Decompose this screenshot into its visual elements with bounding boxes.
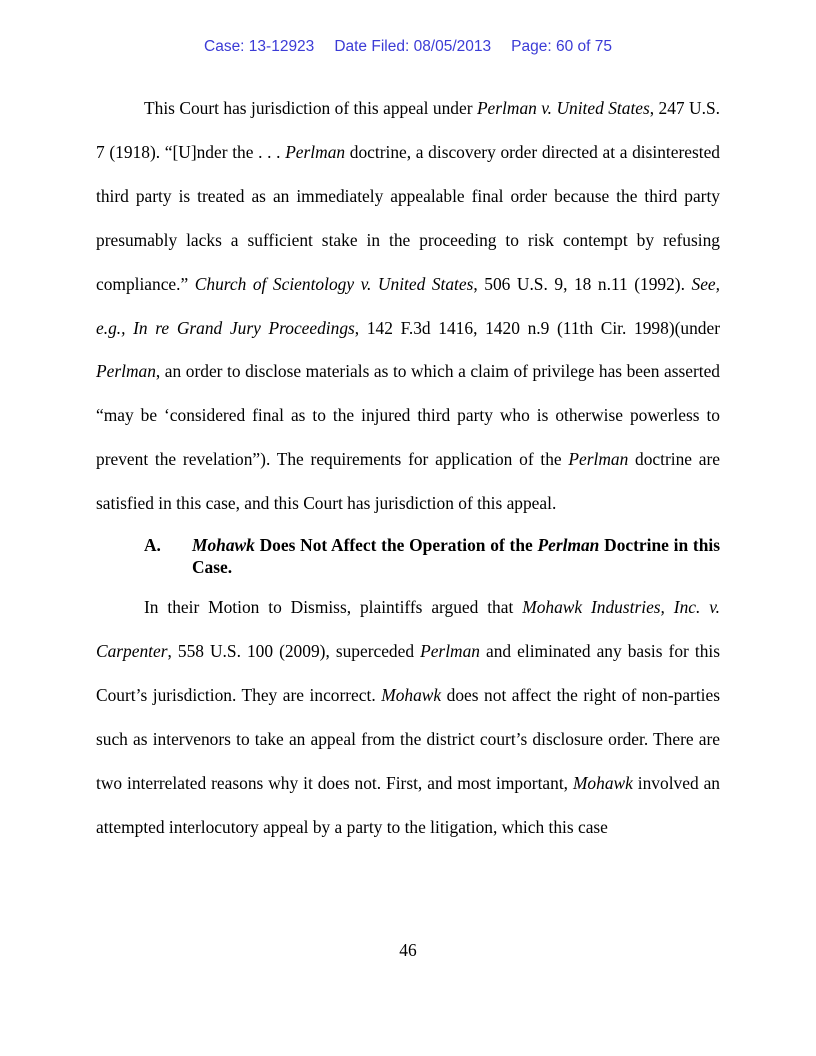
page-number: 46 — [399, 940, 417, 960]
section-number: A. — [144, 535, 161, 556]
case-citation: Mohawk — [381, 684, 442, 705]
filing-header — [0, 38, 816, 56]
date-filed: Date Filed: 08/05/2013 — [334, 38, 492, 55]
case-citation: Mohawk Industries, Inc. v. Carpenter — [96, 597, 721, 661]
case-number: Case: 13-12923 — [204, 38, 315, 55]
case-citation: Church of Scientology v. United States — [194, 273, 474, 294]
mohawk-paragraph: In their Motion to Dismiss, plaintiffs argued that Mohawk Industries, Inc. v. Carpenter, 558 U.S. 100 (2009), superceded Perlman and eliminated any basis for this Court’s jurisdiction. They are incorrect. Mohawk does not affect the right of non-parties such as intervenors to take an appeal from the district court’s disclosure order. There are two interrelated reasons why it does not. First, and most important, Mohawk involved an attempted interlocutory appeal by a party to the litigation, which this case — [96, 597, 721, 837]
document-body — [96, 87, 720, 850]
jurisdiction-paragraph: This Court has jurisdiction of this appeal under Perlman v. United States, 247 U.S. 7 (1918). “[U]nder the . . . Perlman doctrine, a discovery order directed at a disinterested third party is treated as an immediately appealable final order because the third party presumably lacks a sufficient stake in the proceeding to risk contempt by refusing compliance.” Church of Scientology v. United States, 506 U.S. 9, 18 n.11 (1992). See, e.g., In re Grand Jury Proceedings, 142 F.3d 1416, 1420 n.9 (11th Cir. 1998)(under Perlman, an order to disclose materials as to which a claim of privilege has been asserted “may be ‘considered final as to the injured third party who is otherwise powerless to prevent the revelation”). The requirements for application of the Perlman doctrine are satisfied in this case, and this Court has jurisdiction of this appeal. — [96, 98, 721, 514]
page-indicator: Page: 60 of 75 — [511, 38, 612, 55]
section-heading-a: A. Mohawk Does Not Affect the Operation of the Perlman Doctrine in this Case. — [144, 535, 720, 578]
case-citation: Perlman — [96, 361, 156, 382]
case-citation: Perlman v. United States — [476, 98, 650, 118]
case-citation: Perlman — [568, 449, 629, 470]
case-citation: Perlman — [285, 141, 346, 162]
case-citation: Perlman — [420, 640, 480, 661]
case-citation: See, e.g., In re Grand Jury Proceedings — [96, 273, 720, 338]
case-citation: Mohawk — [572, 772, 633, 793]
